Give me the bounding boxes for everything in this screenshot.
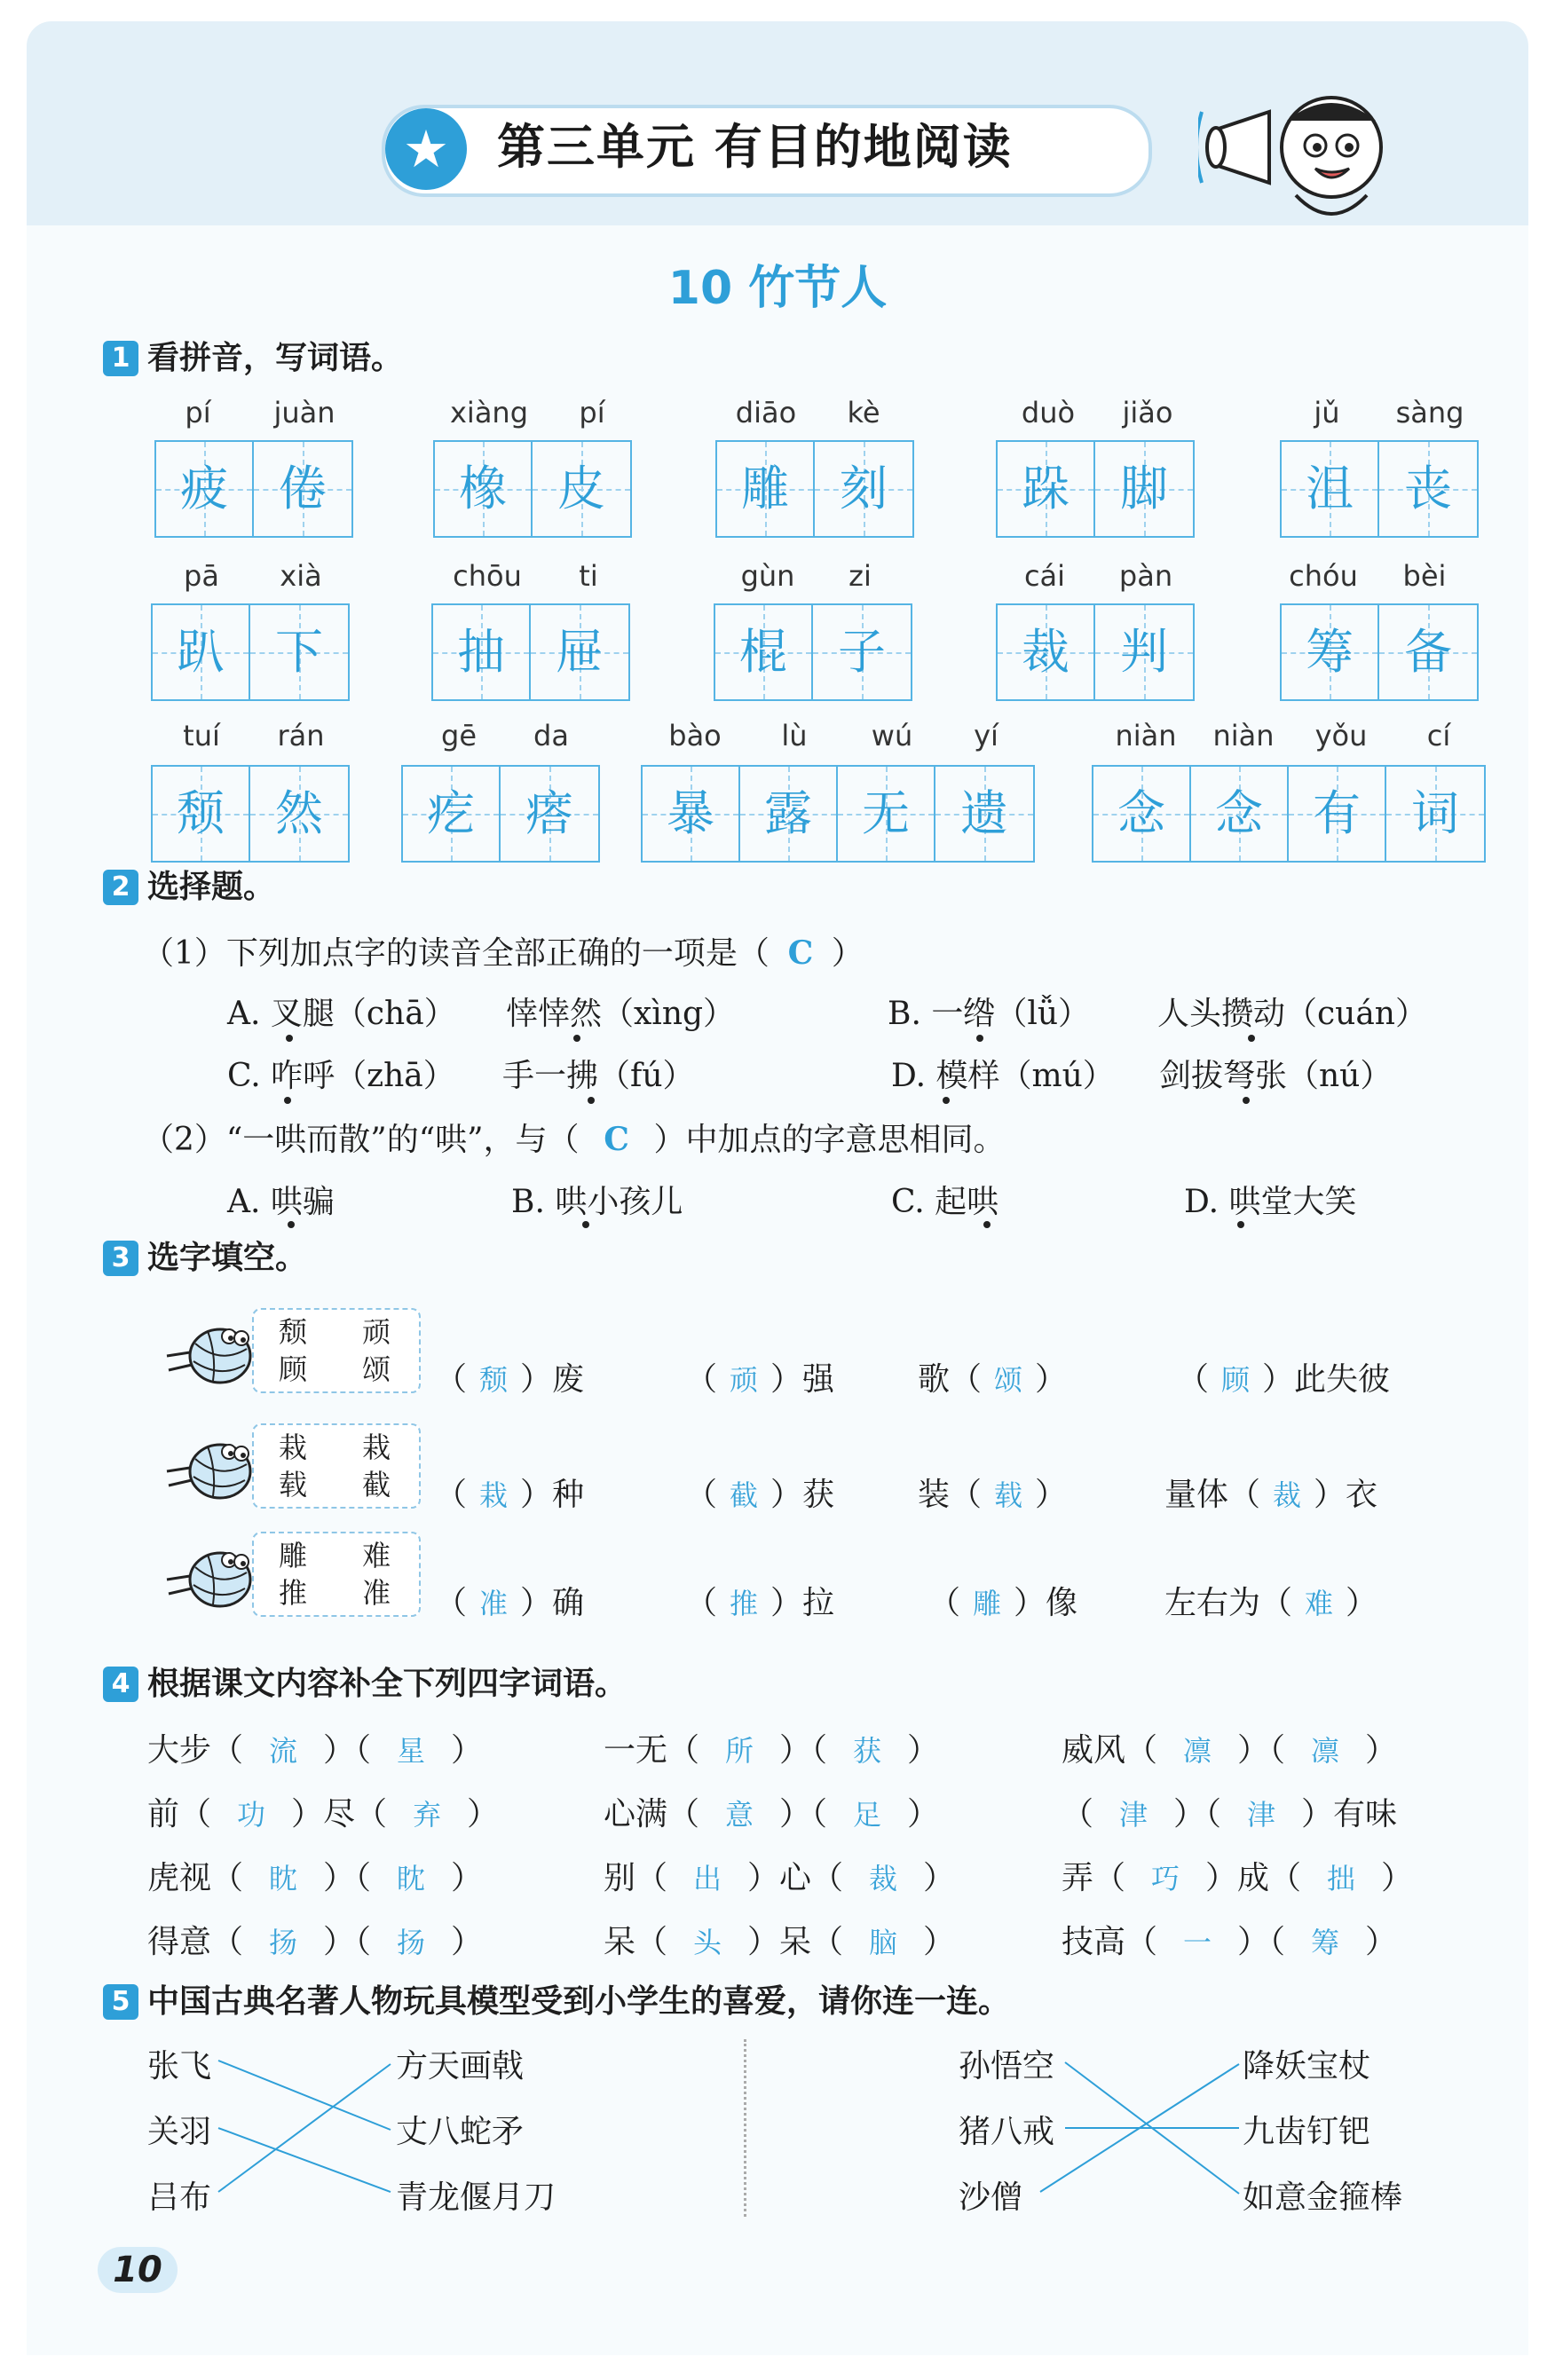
fill-answer: 雕 xyxy=(973,1587,1002,1620)
fill-answer: 截 xyxy=(730,1478,759,1512)
page-number: 10 xyxy=(98,2247,178,2293)
q2-part2-answer: C xyxy=(604,1121,629,1158)
answer-char: 刻 xyxy=(840,461,888,516)
answer-char: 下 xyxy=(275,624,323,680)
match-weapon: 方天画戟 xyxy=(396,2048,525,2084)
match-weapon: 降妖宝杖 xyxy=(1243,2048,1371,2084)
answer-grid xyxy=(641,765,1035,863)
answer-grid xyxy=(1280,440,1479,538)
answer-grid xyxy=(1280,603,1479,701)
answer-char: 雕 xyxy=(741,461,789,516)
q5-title: 中国古典名著人物玩具模型受到小学生的喜爱，请你连一连。 xyxy=(147,1983,1011,2020)
idiom-answer: 眈 xyxy=(397,1862,426,1895)
idiom-answer: 津 xyxy=(1119,1798,1148,1832)
fill-answer: 颓 xyxy=(479,1363,509,1397)
fill-item: 左右为（ 难 ） xyxy=(1164,1578,1377,1623)
idiom-answer: 扬 xyxy=(397,1926,426,1959)
answer-char: 有 xyxy=(1313,785,1361,841)
idiom-item: 弄（ 巧 ）成（ 拙 ） xyxy=(1062,1853,1413,1898)
q3-number: 3 xyxy=(103,1241,138,1276)
q2-option-a2: 悻悻然（xìng） xyxy=(506,996,736,1032)
q2-option-d2: 剑拔弩张（nú） xyxy=(1159,1058,1393,1094)
fill-item: 量体（ 裁 ）衣 xyxy=(1164,1470,1377,1515)
fill-item: （ 栽 ）种 xyxy=(435,1470,584,1515)
fill-answer: 裁 xyxy=(1273,1478,1302,1512)
idiom-item: 一无（ 所 ）（ 获 ） xyxy=(604,1725,939,1770)
answer-grid xyxy=(154,440,353,538)
idiom-answer: 拙 xyxy=(1327,1862,1356,1895)
pinyin: yǒu xyxy=(1314,719,1368,753)
q2-option-c1: C. 咋呼（zhā） xyxy=(227,1058,455,1094)
fill-item: 歌（ 颂 ） xyxy=(918,1354,1067,1399)
idiom-answer: 扬 xyxy=(269,1926,298,1959)
answer-grid xyxy=(151,765,350,863)
card-line: 雕 难 xyxy=(279,1539,414,1572)
q2-part2-close: ）中加点的字意思相同。 xyxy=(653,1122,1006,1158)
q2-part1-close: ） xyxy=(831,935,864,972)
answer-char: 橡 xyxy=(459,461,507,516)
answer-char: 露 xyxy=(764,785,812,841)
pinyin: chóu xyxy=(1289,559,1358,593)
idiom-answer: 足 xyxy=(853,1798,882,1832)
q1-number: 1 xyxy=(103,341,138,376)
pinyin: kè xyxy=(847,396,880,430)
idiom-item: 得意（ 扬 ）（ 扬 ） xyxy=(147,1917,483,1962)
idiom-item: 前（ 功 ）尽（ 弃 ） xyxy=(147,1789,499,1834)
q2-part2-option-c: C. 起哄 xyxy=(891,1184,999,1220)
idiom-answer: 出 xyxy=(693,1862,722,1895)
q2-number: 2 xyxy=(103,870,138,905)
q2-part1-answer: C xyxy=(787,934,814,972)
match-person: 关羽 xyxy=(147,2114,212,2150)
card-line: 栽 栽 xyxy=(279,1430,414,1464)
q2-part2-option-d: D. 哄堂大笑 xyxy=(1184,1184,1357,1220)
fill-answer: 推 xyxy=(730,1587,759,1620)
answer-grid xyxy=(151,603,350,701)
answer-char: 瘩 xyxy=(525,785,573,841)
idiom-item: 威风（ 凛 ）（ 凛 ） xyxy=(1062,1725,1397,1770)
answer-char: 判 xyxy=(1120,624,1168,680)
answer-char: 疲 xyxy=(180,461,228,516)
answer-char: 念 xyxy=(1117,785,1165,841)
fill-answer: 顾 xyxy=(1221,1363,1251,1397)
answer-char: 筹 xyxy=(1306,624,1354,680)
q2-title: 选择题。 xyxy=(147,869,276,905)
answer-char: 沮 xyxy=(1306,461,1354,516)
answer-char: 词 xyxy=(1411,785,1459,841)
star-icon: ★ xyxy=(385,108,467,190)
pinyin: duò xyxy=(1021,396,1076,430)
idiom-answer: 流 xyxy=(269,1734,298,1768)
match-person: 张飞 xyxy=(147,2048,212,2084)
q2-option-c2: 手一拂（fú） xyxy=(502,1058,695,1094)
pinyin: zi xyxy=(849,559,872,593)
answer-char: 遗 xyxy=(960,785,1008,841)
answer-char: 备 xyxy=(1404,624,1452,680)
pinyin: sàng xyxy=(1395,396,1464,430)
idiom-answer: 意 xyxy=(725,1798,754,1832)
card-line: 载 截 xyxy=(279,1468,414,1501)
match-person: 吕布 xyxy=(147,2179,212,2216)
idiom-answer: 凛 xyxy=(1311,1734,1340,1768)
unit-title: 第三单元 有目的地阅读 xyxy=(497,119,1013,175)
answer-grid xyxy=(715,440,914,538)
answer-grid xyxy=(1092,765,1486,863)
idiom-answer: 脑 xyxy=(869,1926,898,1959)
answer-char: 疙 xyxy=(427,785,475,841)
card-line: 颓 顽 xyxy=(279,1315,414,1349)
pinyin: rán xyxy=(277,719,325,753)
pinyin: niàn xyxy=(1212,719,1275,753)
pinyin: wú xyxy=(871,719,913,753)
card-line: 顾 颂 xyxy=(279,1352,414,1386)
answer-char: 丧 xyxy=(1404,461,1452,516)
match-person: 猪八戒 xyxy=(959,2114,1055,2150)
idiom-answer: 功 xyxy=(237,1798,266,1832)
answer-char: 颓 xyxy=(177,785,225,841)
idiom-answer: 津 xyxy=(1247,1798,1276,1832)
fill-answer: 颂 xyxy=(994,1363,1023,1397)
pinyin: cí xyxy=(1426,719,1451,753)
idiom-item: 虎视（ 眈 ）（ 眈 ） xyxy=(147,1853,483,1898)
pinyin: cái xyxy=(1023,559,1066,593)
answer-grid xyxy=(431,603,630,701)
q4-number: 4 xyxy=(103,1667,138,1702)
pinyin: pí xyxy=(579,396,605,430)
pinyin: da xyxy=(533,719,569,753)
q2-part2-option-b: B. 哄小孩儿 xyxy=(511,1184,683,1220)
idiom-answer: 眈 xyxy=(269,1862,298,1895)
fill-answer: 难 xyxy=(1305,1587,1334,1620)
answer-grid xyxy=(401,765,600,863)
idiom-answer: 所 xyxy=(725,1734,754,1768)
fill-item: （ 颓 ）废 xyxy=(435,1354,584,1399)
fill-item: （ 准 ）确 xyxy=(435,1578,584,1623)
fill-item: （ 截 ）获 xyxy=(685,1470,834,1515)
fill-item: （ 推 ）拉 xyxy=(685,1578,834,1623)
q2-option-b2: 人头攒动（cuán） xyxy=(1157,996,1427,1032)
q4-title: 根据课文内容补全下列四字词语。 xyxy=(147,1666,628,1702)
match-weapon: 九齿钉钯 xyxy=(1243,2114,1371,2150)
idiom-answer: 星 xyxy=(397,1734,426,1768)
q2-option-b1: B. 一绺（lǚ） xyxy=(888,996,1091,1032)
fill-item: （ 顽 ）强 xyxy=(685,1354,834,1399)
answer-char: 抽 xyxy=(457,624,505,680)
q2-option-d1: D. 模样（mú） xyxy=(891,1058,1115,1094)
answer-char: 趴 xyxy=(177,624,225,680)
match-person: 孙悟空 xyxy=(959,2048,1055,2084)
q5-number: 5 xyxy=(103,1984,138,2020)
answer-char: 倦 xyxy=(279,461,327,516)
fill-item: 装（ 载 ） xyxy=(918,1470,1067,1515)
fill-answer: 载 xyxy=(994,1478,1023,1512)
pinyin: gē xyxy=(441,719,477,753)
idiom-item: 呆（ 头 ）呆（ 脑 ） xyxy=(604,1917,955,1962)
idiom-answer: 裁 xyxy=(869,1862,898,1895)
idiom-item: 技高（ 一 ）（ 筹 ） xyxy=(1062,1917,1397,1962)
card-line: 推 准 xyxy=(279,1576,414,1610)
answer-char: 暴 xyxy=(667,785,714,841)
pinyin: bèi xyxy=(1402,559,1447,593)
pinyin: diāo xyxy=(735,396,797,430)
fill-answer: 顽 xyxy=(730,1363,759,1397)
answer-grid xyxy=(714,603,912,701)
answer-grid xyxy=(433,440,632,538)
pinyin: pàn xyxy=(1118,559,1173,593)
pinyin: xiàng xyxy=(449,396,529,430)
idiom-answer: 获 xyxy=(853,1734,882,1768)
q2-part2-text: （2）“一哄而散”的“哄”，与（ xyxy=(142,1122,580,1158)
answer-char: 无 xyxy=(862,785,910,841)
q2-option-a1: A. 叉腿（chā） xyxy=(227,996,456,1032)
lesson-title: 10 竹节人 xyxy=(667,262,888,315)
pinyin: niàn xyxy=(1115,719,1177,753)
pinyin: jǔ xyxy=(1314,396,1340,430)
answer-char: 子 xyxy=(838,624,886,680)
q2-part2-option-a: A. 哄骗 xyxy=(227,1184,335,1220)
idiom-answer: 头 xyxy=(693,1926,722,1959)
answer-char: 棍 xyxy=(739,624,787,680)
pinyin: pí xyxy=(185,396,211,430)
pinyin: lù xyxy=(781,719,808,753)
idiom-answer: 巧 xyxy=(1151,1862,1180,1895)
answer-char: 然 xyxy=(275,785,323,841)
answer-grid xyxy=(996,603,1195,701)
match-weapon: 丈八蛇矛 xyxy=(396,2114,525,2150)
pinyin: gùn xyxy=(740,559,795,593)
pinyin: juàn xyxy=(273,396,335,430)
pinyin: tuí xyxy=(183,719,220,753)
idiom-answer: 凛 xyxy=(1183,1734,1212,1768)
answer-char: 屉 xyxy=(556,624,604,680)
answer-grid xyxy=(996,440,1195,538)
q1-title: 看拼音，写词语。 xyxy=(147,340,404,376)
idiom-answer: 弃 xyxy=(413,1798,442,1832)
idiom-item: 大步（ 流 ）（ 星 ） xyxy=(147,1725,483,1770)
idiom-item: （ 津 ）（ 津 ）有味 xyxy=(1062,1789,1397,1834)
match-person: 沙僧 xyxy=(959,2179,1023,2216)
idiom-answer: 一 xyxy=(1183,1926,1212,1959)
answer-char: 念 xyxy=(1215,785,1263,841)
answer-char: 裁 xyxy=(1022,624,1070,680)
answer-char: 皮 xyxy=(557,461,605,516)
answer-char: 跺 xyxy=(1022,461,1070,516)
idiom-answer: 筹 xyxy=(1311,1926,1340,1959)
pinyin: pā xyxy=(184,559,219,593)
pinyin: bào xyxy=(668,719,722,753)
match-weapon: 青龙偃月刀 xyxy=(396,2179,556,2216)
pinyin: ti xyxy=(579,559,598,593)
pinyin: jiǎo xyxy=(1122,396,1173,430)
idiom-item: 心满（ 意 ）（ 足 ） xyxy=(604,1789,939,1834)
pinyin: xià xyxy=(280,559,322,593)
match-weapon: 如意金箍棒 xyxy=(1243,2179,1403,2216)
answer-char: 脚 xyxy=(1120,461,1168,516)
pinyin: yí xyxy=(974,719,999,753)
fill-item: （ 雕 ）像 xyxy=(928,1578,1077,1623)
fill-answer: 栽 xyxy=(479,1478,509,1512)
fill-answer: 准 xyxy=(479,1587,509,1620)
pinyin: chōu xyxy=(453,559,522,593)
q2-part1-text: （1）下列加点字的读音全部正确的一项是（ xyxy=(142,935,770,972)
fill-item: （ 顾 ）此失彼 xyxy=(1177,1354,1390,1399)
idiom-item: 别（ 出 ）心（ 裁 ） xyxy=(604,1853,955,1898)
q3-title: 选字填空。 xyxy=(147,1240,308,1276)
